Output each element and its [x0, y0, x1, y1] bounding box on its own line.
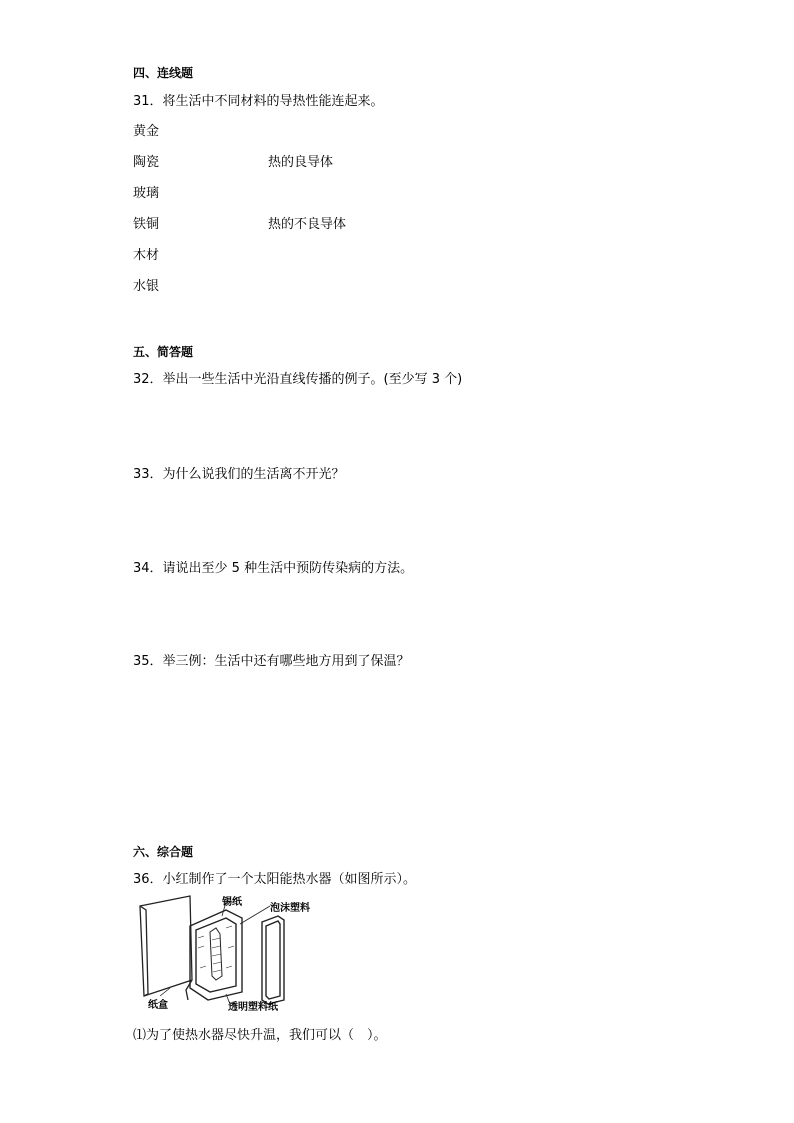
- inner-box-drawing: [190, 910, 242, 1000]
- section-6-title: 六、综合题: [133, 845, 194, 859]
- right-item-poor-conductor: 热的不良导体: [268, 217, 347, 232]
- label-plastic-paper: 透明塑料纸: [228, 1002, 278, 1013]
- right-item-good-conductor: 热的良导体: [268, 155, 334, 170]
- left-item-wood: 木材: [133, 248, 160, 263]
- section-5-title: 五、简答题: [133, 345, 194, 359]
- question-31: 31．将生活中不同材料的导热性能连起来。: [133, 94, 384, 109]
- question-33: 33．为什么说我们的生活离不开光？: [133, 467, 345, 482]
- label-tin-foil: 锡纸: [222, 897, 242, 908]
- question-32: 32．举出一些生活中光沿直线传播的例子。(至少写 3 个): [133, 372, 463, 387]
- question-36: 36．小红制作了一个太阳能热水器（如图所示）。: [133, 872, 417, 887]
- left-item-iron-copper: 铁铜: [133, 217, 160, 232]
- paper-box-drawing: [140, 896, 192, 1000]
- left-item-gold: 黄金: [133, 124, 160, 139]
- left-item-mercury: 水银: [133, 279, 160, 294]
- plastic-frame-drawing: [262, 916, 284, 1004]
- question-35: 35．举三例：生活中还有哪些地方用到了保温？: [133, 654, 410, 669]
- question-36-sub-1: ⑴为了使热水器尽快升温，我们可以（ ）。: [133, 1028, 387, 1043]
- left-item-glass: 玻璃: [133, 186, 160, 201]
- question-34: 34．请说出至少 5 种生活中预防传染病的方法。: [133, 561, 414, 576]
- label-foam: 泡沫塑料: [270, 903, 310, 914]
- section-4-title: 四、连线题: [133, 66, 194, 80]
- label-paper-box: 纸盒: [148, 1000, 168, 1011]
- left-item-ceramic: 陶瓷: [133, 155, 160, 170]
